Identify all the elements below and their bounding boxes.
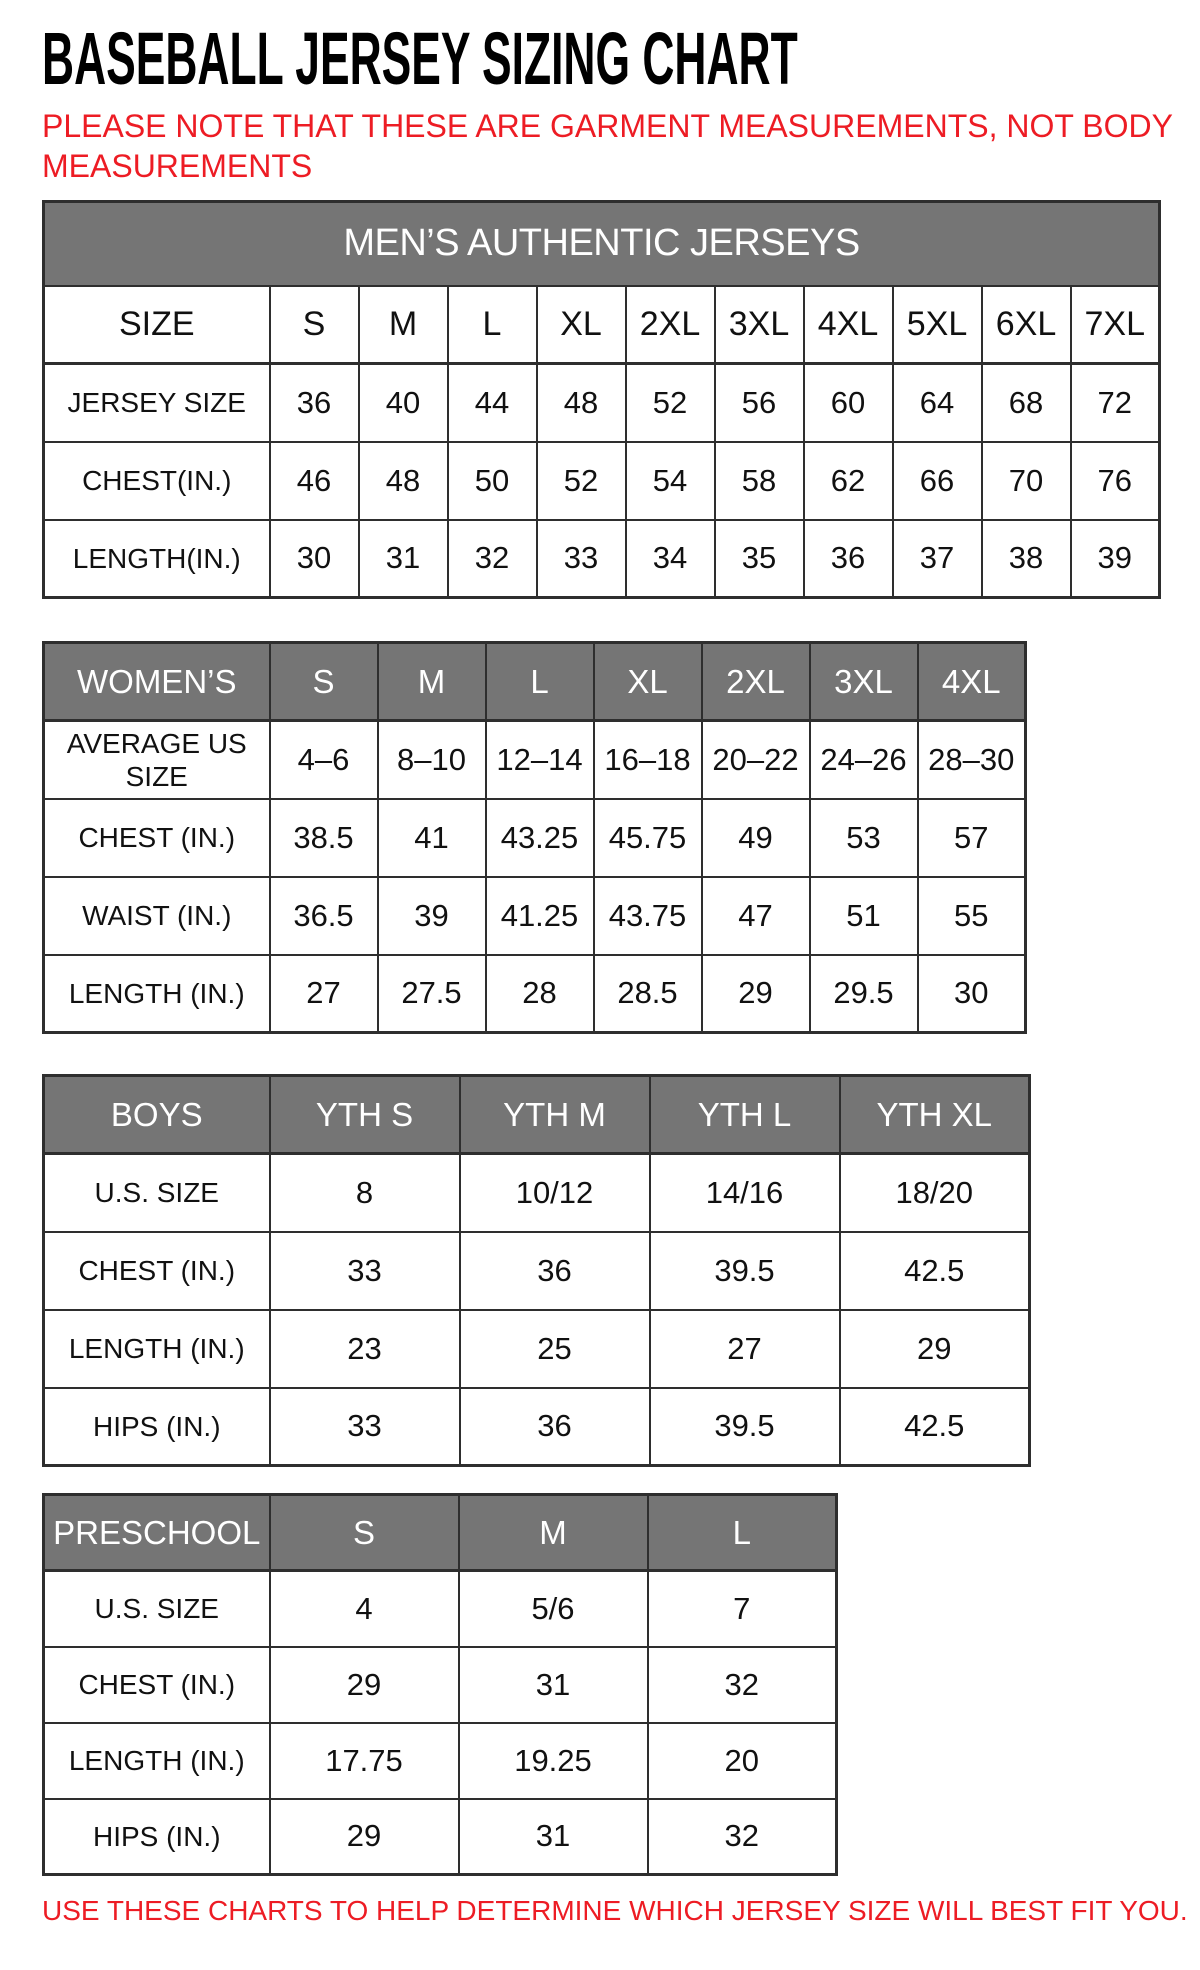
preschool-value-cell: 29 bbox=[270, 1647, 459, 1723]
mens-sizing-table bbox=[42, 200, 1161, 599]
mens-value-cell: 44 bbox=[448, 364, 537, 442]
womens-value-cell: 49 bbox=[702, 799, 810, 877]
boys-value-cell: 14/16 bbox=[650, 1154, 840, 1232]
mens-value-cell: 34 bbox=[626, 520, 715, 598]
mens-value-cell: 64 bbox=[893, 364, 982, 442]
garment-note bbox=[42, 106, 1200, 186]
boys-col-header: YTH S bbox=[270, 1076, 460, 1154]
boys-value-cell: 42.5 bbox=[840, 1388, 1030, 1466]
mens-col-header: 2XL bbox=[626, 286, 715, 364]
mens-value-cell: 48 bbox=[537, 364, 626, 442]
womens-value-cell: 39 bbox=[378, 877, 486, 955]
womens-col-header: 4XL bbox=[918, 643, 1026, 721]
mens-value-cell: 68 bbox=[982, 364, 1071, 442]
mens-value-cell: 46 bbox=[270, 442, 359, 520]
boys-value-cell: 25 bbox=[460, 1310, 650, 1388]
boys-sizing-table bbox=[42, 1074, 1031, 1467]
womens-value-cell: 12–14 bbox=[486, 721, 594, 799]
mens-value-cell: 52 bbox=[537, 442, 626, 520]
mens-value-cell: 54 bbox=[626, 442, 715, 520]
mens-value-cell: 36 bbox=[804, 520, 893, 598]
boys-value-cell: 10/12 bbox=[460, 1154, 650, 1232]
womens-value-cell: 43.75 bbox=[594, 877, 702, 955]
boys-value-cell: 36 bbox=[460, 1232, 650, 1310]
womens-value-cell: 20–22 bbox=[702, 721, 810, 799]
boys-value-cell: 39.5 bbox=[650, 1388, 840, 1466]
preschool-table-body bbox=[44, 1495, 837, 1875]
womens-value-cell: 29.5 bbox=[810, 955, 918, 1033]
mens-row-label: LENGTH(IN.) bbox=[44, 520, 270, 598]
garment-note-line-2: MEASUREMENTS bbox=[42, 148, 313, 184]
mens-value-cell: 56 bbox=[715, 364, 804, 442]
mens-col-header: XL bbox=[537, 286, 626, 364]
womens-value-cell: 4–6 bbox=[270, 721, 378, 799]
mens-value-cell: 40 bbox=[359, 364, 448, 442]
preschool-value-cell: 32 bbox=[648, 1647, 837, 1723]
womens-value-cell: 53 bbox=[810, 799, 918, 877]
preschool-col-header: L bbox=[648, 1495, 837, 1571]
mens-banner-title: MEN’S AUTHENTIC JERSEYS bbox=[44, 202, 1160, 286]
womens-value-cell: 27.5 bbox=[378, 955, 486, 1033]
womens-value-cell: 51 bbox=[810, 877, 918, 955]
womens-row-label: AVERAGE US SIZE bbox=[44, 721, 270, 799]
preschool-value-cell: 4 bbox=[270, 1571, 459, 1647]
womens-value-cell: 27 bbox=[270, 955, 378, 1033]
womens-value-cell: 41.25 bbox=[486, 877, 594, 955]
mens-col-header: 7XL bbox=[1071, 286, 1160, 364]
preschool-value-cell: 31 bbox=[459, 1799, 648, 1875]
womens-value-cell: 29 bbox=[702, 955, 810, 1033]
womens-value-cell: 55 bbox=[918, 877, 1026, 955]
boys-row-label: CHEST (IN.) bbox=[44, 1232, 270, 1310]
womens-value-cell: 30 bbox=[918, 955, 1026, 1033]
preschool-col-header: S bbox=[270, 1495, 459, 1571]
boys-value-cell: 33 bbox=[270, 1232, 460, 1310]
boys-value-cell: 36 bbox=[460, 1388, 650, 1466]
mens-value-cell: 50 bbox=[448, 442, 537, 520]
mens-value-cell: 33 bbox=[537, 520, 626, 598]
womens-value-cell: 8–10 bbox=[378, 721, 486, 799]
womens-value-cell: 28 bbox=[486, 955, 594, 1033]
boys-row-label: HIPS (IN.) bbox=[44, 1388, 270, 1466]
womens-value-cell: 41 bbox=[378, 799, 486, 877]
footer-note: USE THESE CHARTS TO HELP DETERMINE WHICH JERSEY SIZE WILL BEST FIT YOU. bbox=[42, 1895, 1188, 1926]
mens-value-cell: 58 bbox=[715, 442, 804, 520]
preschool-row-label: CHEST (IN.) bbox=[44, 1647, 270, 1723]
mens-value-cell: 52 bbox=[626, 364, 715, 442]
mens-value-cell: 32 bbox=[448, 520, 537, 598]
mens-value-cell: 38 bbox=[982, 520, 1071, 598]
mens-value-cell: 31 bbox=[359, 520, 448, 598]
mens-value-cell: 39 bbox=[1071, 520, 1160, 598]
womens-table-body bbox=[44, 643, 1026, 1033]
womens-value-cell: 16–18 bbox=[594, 721, 702, 799]
womens-row-label: WAIST (IN.) bbox=[44, 877, 270, 955]
boys-col-header: YTH XL bbox=[840, 1076, 1030, 1154]
mens-row-label: JERSEY SIZE bbox=[44, 364, 270, 442]
womens-col-header: M bbox=[378, 643, 486, 721]
preschool-value-cell: 31 bbox=[459, 1647, 648, 1723]
preschool-col-header: M bbox=[459, 1495, 648, 1571]
preschool-value-cell: 5/6 bbox=[459, 1571, 648, 1647]
womens-value-cell: 36.5 bbox=[270, 877, 378, 955]
boys-row-label: LENGTH (IN.) bbox=[44, 1310, 270, 1388]
womens-sizing-table bbox=[42, 641, 1027, 1034]
mens-value-cell: 36 bbox=[270, 364, 359, 442]
sizing-chart-page bbox=[42, 17, 1200, 1928]
boys-value-cell: 33 bbox=[270, 1388, 460, 1466]
mens-value-cell: 70 bbox=[982, 442, 1071, 520]
mens-value-cell: 66 bbox=[893, 442, 982, 520]
boys-value-cell: 29 bbox=[840, 1310, 1030, 1388]
mens-value-cell: 60 bbox=[804, 364, 893, 442]
boys-value-cell: 27 bbox=[650, 1310, 840, 1388]
mens-col-header: 4XL bbox=[804, 286, 893, 364]
womens-col-header: 2XL bbox=[702, 643, 810, 721]
mens-row-label: CHEST(IN.) bbox=[44, 442, 270, 520]
mens-col-header: M bbox=[359, 286, 448, 364]
mens-value-cell: 37 bbox=[893, 520, 982, 598]
garment-note-line-1: PLEASE NOTE THAT THESE ARE GARMENT MEASUREMENTS, NOT BODY bbox=[42, 108, 1173, 144]
mens-col-header: 5XL bbox=[893, 286, 982, 364]
mens-header-label: SIZE bbox=[44, 286, 270, 364]
mens-value-cell: 76 bbox=[1071, 442, 1160, 520]
womens-value-cell: 43.25 bbox=[486, 799, 594, 877]
mens-col-header: 6XL bbox=[982, 286, 1071, 364]
mens-col-header: L bbox=[448, 286, 537, 364]
womens-col-header: XL bbox=[594, 643, 702, 721]
womens-value-cell: 24–26 bbox=[810, 721, 918, 799]
boys-header-label: BOYS bbox=[44, 1076, 270, 1154]
womens-value-cell: 28.5 bbox=[594, 955, 702, 1033]
boys-table-body bbox=[44, 1076, 1030, 1466]
womens-value-cell: 38.5 bbox=[270, 799, 378, 877]
preschool-sizing-table bbox=[42, 1493, 838, 1876]
mens-value-cell: 30 bbox=[270, 520, 359, 598]
preschool-value-cell: 7 bbox=[648, 1571, 837, 1647]
page-title: BASEBALL JERSEY SIZING CHART bbox=[42, 17, 798, 100]
womens-header-label: WOMEN’S bbox=[44, 643, 270, 721]
mens-col-header: 3XL bbox=[715, 286, 804, 364]
preschool-header-label: PRESCHOOL bbox=[44, 1495, 270, 1571]
preschool-row-label: LENGTH (IN.) bbox=[44, 1723, 270, 1799]
womens-col-header: S bbox=[270, 643, 378, 721]
womens-col-header: L bbox=[486, 643, 594, 721]
womens-value-cell: 57 bbox=[918, 799, 1026, 877]
boys-value-cell: 18/20 bbox=[840, 1154, 1030, 1232]
womens-value-cell: 45.75 bbox=[594, 799, 702, 877]
boys-value-cell: 39.5 bbox=[650, 1232, 840, 1310]
mens-col-header: S bbox=[270, 286, 359, 364]
mens-value-cell: 62 bbox=[804, 442, 893, 520]
mens-value-cell: 35 bbox=[715, 520, 804, 598]
boys-value-cell: 8 bbox=[270, 1154, 460, 1232]
preschool-value-cell: 19.25 bbox=[459, 1723, 648, 1799]
preschool-value-cell: 20 bbox=[648, 1723, 837, 1799]
mens-value-cell: 72 bbox=[1071, 364, 1160, 442]
womens-col-header: 3XL bbox=[810, 643, 918, 721]
boys-value-cell: 23 bbox=[270, 1310, 460, 1388]
mens-table-body bbox=[44, 202, 1160, 598]
preschool-value-cell: 17.75 bbox=[270, 1723, 459, 1799]
boys-value-cell: 42.5 bbox=[840, 1232, 1030, 1310]
womens-row-label: LENGTH (IN.) bbox=[44, 955, 270, 1033]
mens-value-cell: 48 bbox=[359, 442, 448, 520]
boys-row-label: U.S. SIZE bbox=[44, 1154, 270, 1232]
boys-col-header: YTH L bbox=[650, 1076, 840, 1154]
womens-row-label: CHEST (IN.) bbox=[44, 799, 270, 877]
boys-col-header: YTH M bbox=[460, 1076, 650, 1154]
preschool-row-label: U.S. SIZE bbox=[44, 1571, 270, 1647]
womens-value-cell: 28–30 bbox=[918, 721, 1026, 799]
preschool-value-cell: 32 bbox=[648, 1799, 837, 1875]
womens-value-cell: 47 bbox=[702, 877, 810, 955]
preschool-row-label: HIPS (IN.) bbox=[44, 1799, 270, 1875]
preschool-value-cell: 29 bbox=[270, 1799, 459, 1875]
